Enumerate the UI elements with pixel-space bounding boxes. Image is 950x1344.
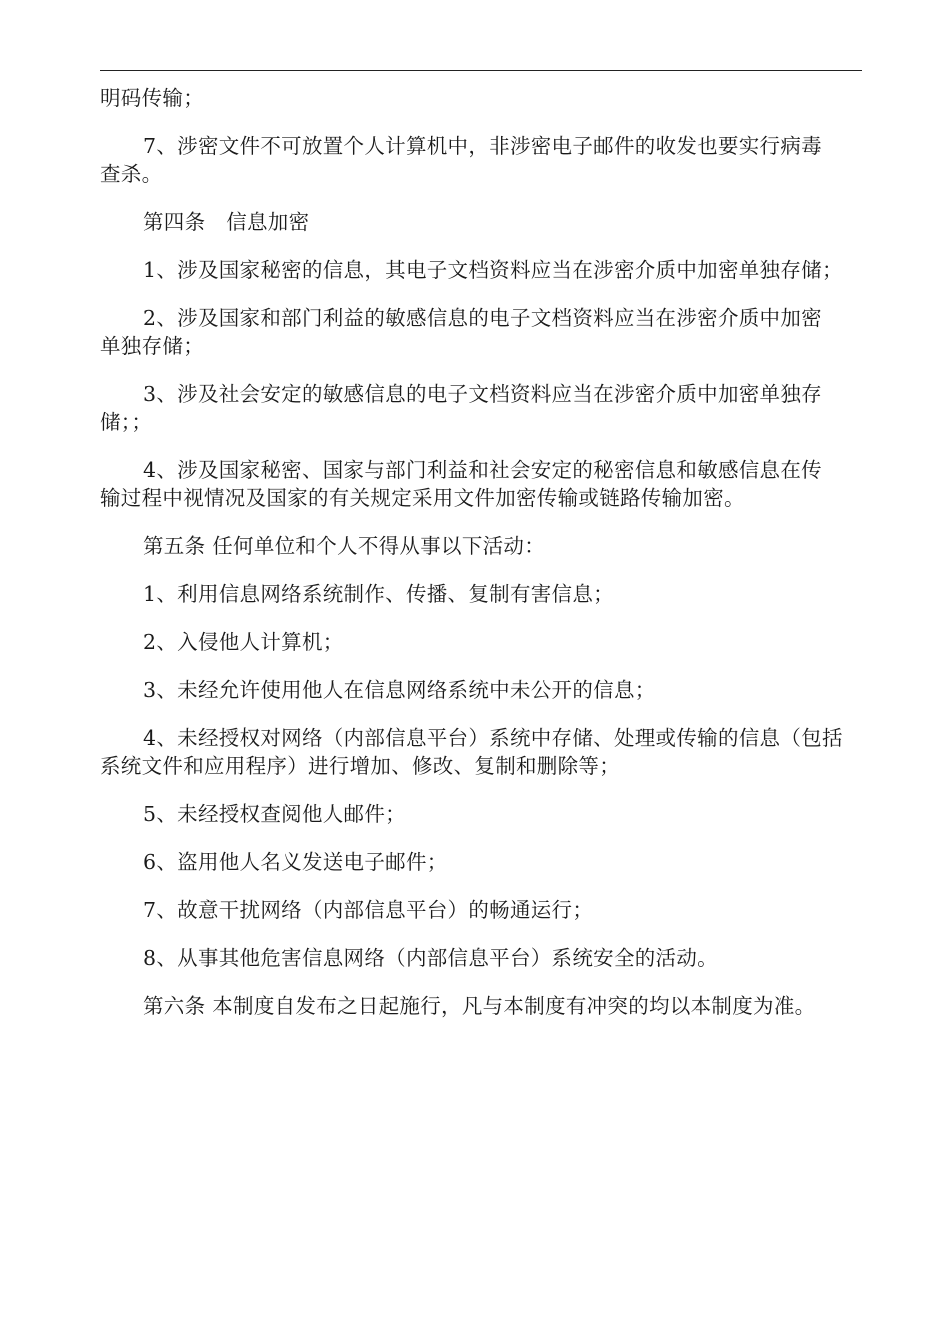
text-line: 储；； — [100, 410, 153, 434]
text-line: 2、入侵他人计算机； — [143, 630, 344, 654]
text-line: 7、涉密文件不可放置个人计算机中，非涉密电子邮件的收发也要实行病毒 — [143, 134, 822, 158]
header-rule — [100, 70, 862, 71]
text-line: 5、未经授权查阅他人邮件； — [143, 802, 406, 826]
text-line: 4、未经授权对网络（内部信息平台）系统中存储、处理或传输的信息（包括 — [143, 726, 843, 750]
text-line: 2、涉及国家和部门利益的敏感信息的电子文档资料应当在涉密介质中加密 — [143, 306, 822, 330]
text-line: 1、涉及国家秘密的信息，其电子文档资料应当在涉密介质中加密单独存储； — [143, 258, 843, 282]
text-line: 输过程中视情况及国家的有关规定采用文件加密传输或链路传输加密。 — [100, 486, 745, 510]
text-line: 3、未经允许使用他人在信息网络系统中未公开的信息； — [143, 678, 656, 702]
text-line: 第五条 任何单位和个人不得从事以下活动： — [143, 534, 546, 558]
text-line: 7、故意干扰网络（内部信息平台）的畅通运行； — [143, 898, 594, 922]
text-line: 3、涉及社会安定的敏感信息的电子文档资料应当在涉密介质中加密单独存 — [143, 382, 822, 406]
text-line: 第六条 本制度自发布之日起施行，凡与本制度有冲突的均以本制度为准。 — [143, 994, 816, 1018]
text-line: 6、盗用他人名义发送电子邮件； — [143, 850, 448, 874]
text-line: 第四条 信息加密 — [143, 210, 310, 234]
text-line: 明码传输； — [100, 86, 204, 110]
text-line: 单独存储； — [100, 334, 204, 358]
document-body — [100, 84, 870, 1020]
text-line: 1、利用信息网络系统制作、传播、复制有害信息； — [143, 582, 614, 606]
text-line: 4、涉及国家秘密、国家与部门利益和社会安定的秘密信息和敏感信息在传 — [143, 458, 822, 482]
text-line: 查杀。 — [100, 162, 163, 186]
text-line: 系统文件和应用程序）进行增加、修改、复制和删除等； — [100, 754, 620, 778]
text-line: 8、从事其他危害信息网络（内部信息平台）系统安全的活动。 — [143, 946, 718, 970]
